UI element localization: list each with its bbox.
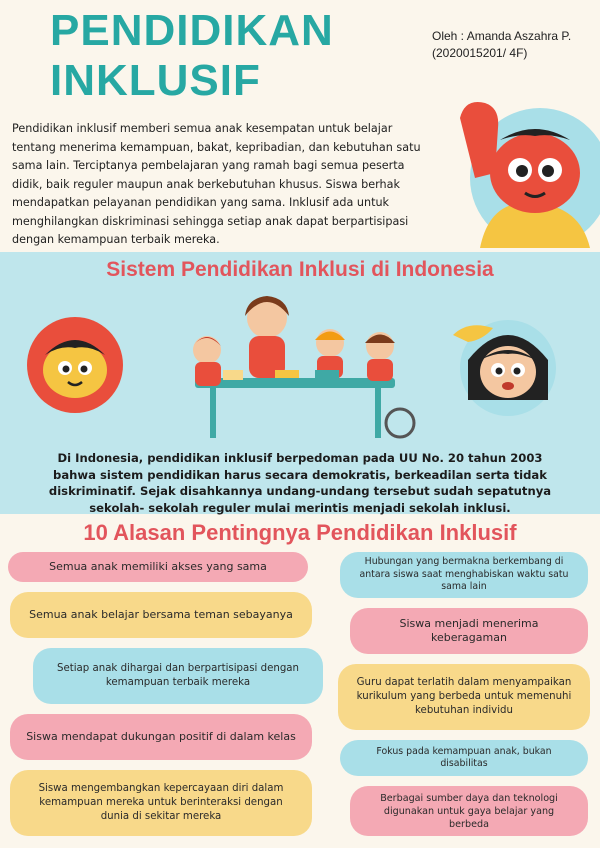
kid-face-left-illustration	[20, 310, 130, 420]
waving-kid-illustration	[440, 78, 600, 248]
reason-item: Semua anak memiliki akses yang sama	[8, 552, 308, 582]
title-line-2: INKLUSIF	[50, 56, 261, 105]
classroom-illustration	[175, 288, 425, 448]
author-name: Oleh : Amanda Aszahra P.	[432, 29, 572, 43]
author-id: (2020015201/ 4F)	[432, 46, 528, 60]
reason-item: Hubungan yang bermakna berkembang di antara siswa saat menghabiskan waktu satu sama lain	[340, 552, 588, 598]
reason-item: Berbagai sumber daya dan teknologi digunakan untuk gaya belajar yang berbeda	[350, 786, 588, 836]
section-1-paragraph: Di Indonesia, pendidikan inklusif berpedoman pada UU No. 20 tahun 2003 bahwa sistem pendidikan harus secara demokratis, berkeadilan serta tidak diskriminatif. Sejak disahkannya undang-undang tersebut sudah sepatutnya sekolah- sekolah reguler mulai merintis menjadi sekolah inklusi.	[48, 451, 552, 515]
reason-item: Siswa mengembangkan kepercayaan diri dalam kemampuan mereka untuk berinteraksi dengan dunia di sekitar mereka	[10, 770, 312, 836]
title-line-1: PENDIDIKAN	[50, 6, 334, 55]
intro-paragraph: Pendidikan inklusif memberi semua anak kesempatan untuk belajar tentang menerima kemampuan, bakat, kepribadian, dan kebutuhan satu sama lain. Terciptanya pembelajaran yang ramah bagi semua peserta didik, baik reguler maupun anak berkebutuhan khusus. Siswa berhak mendapatkan pelayanan pendidikan yang sama. Inklusif ada untuk menghilangkan diskriminasi sehingga setiap anak dapat berpartisipasi dengan kemampuan terbaik mereka.	[12, 122, 421, 246]
reason-item: Semua anak belajar bersama teman sebayanya	[10, 592, 312, 638]
reason-item: Siswa mendapat dukungan positif di dalam kelas	[10, 714, 312, 760]
reason-item: Guru dapat terlatih dalam menyampaikan kurikulum yang berbeda untuk memenuhi kebutuhan individu	[338, 664, 590, 730]
section-1-title: Sistem Pendidikan Inklusi di Indonesia	[106, 258, 494, 281]
kid-face-right-illustration	[448, 310, 568, 420]
reason-item: Fokus pada kemampuan anak, bukan disabilitas	[340, 740, 588, 776]
page-title	[50, 6, 334, 106]
reason-item: Setiap anak dihargai dan berpartisipasi dengan kemampuan terbaik mereka	[33, 648, 323, 704]
section-2-title: 10 Alasan Pentingnya Pendidikan Inklusif	[83, 520, 517, 545]
author-info	[432, 28, 571, 62]
reason-item: Siswa menjadi menerima keberagaman	[350, 608, 588, 654]
